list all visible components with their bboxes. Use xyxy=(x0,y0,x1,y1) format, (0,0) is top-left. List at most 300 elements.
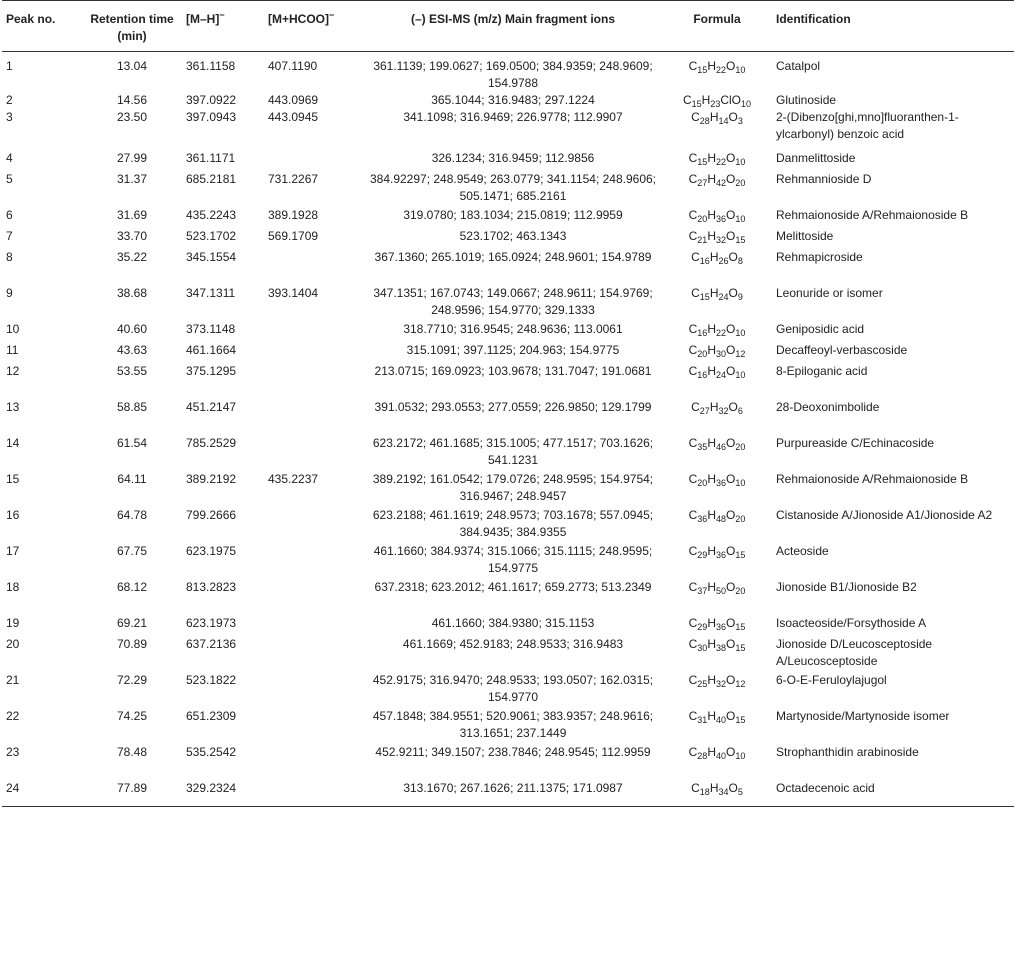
header-m-h-sup: − xyxy=(219,10,225,20)
formula-element: O xyxy=(726,151,736,165)
cell-formula xyxy=(662,543,772,579)
header-esi-ms: (–) ESI-MS (m/z) Main fragment ions xyxy=(364,1,662,52)
cell-retention-time: 27.99 xyxy=(116,151,148,165)
formula-subscript: 32 xyxy=(718,406,729,416)
cell-m-h: 651.2309 xyxy=(186,709,237,723)
cell-esi-ms: 461.1669; 452.9183; 248.9533; 316.9483 xyxy=(402,637,624,651)
table-row xyxy=(2,92,1014,109)
cell-identification: 6-O-E-Feruloylajugol xyxy=(776,673,887,687)
cell-peak-no: 3 xyxy=(6,110,13,124)
table-row xyxy=(2,171,1014,207)
formula-subscript: 8 xyxy=(737,256,743,266)
cell-retention-time: 64.78 xyxy=(116,508,148,522)
header-m-hcoo-text: [M+HCOO] xyxy=(268,12,329,26)
cell-m-hcoo: 393.1404 xyxy=(268,286,319,300)
cell-formula xyxy=(662,249,772,285)
formula-subscript: 42 xyxy=(715,178,726,188)
formula-subscript: 16 xyxy=(699,256,710,266)
cell-m-hcoo xyxy=(264,672,364,708)
formula-subscript: 50 xyxy=(715,586,726,596)
formula-element: O xyxy=(726,172,736,186)
formula-subscript: 20 xyxy=(697,214,708,224)
cell-m-h: 685.2181 xyxy=(186,172,237,186)
cell-m-h: 389.2192 xyxy=(186,472,237,486)
formula-element: O xyxy=(728,110,738,124)
formula-subscript: 15 xyxy=(691,99,702,109)
formula-subscript: 15 xyxy=(735,235,746,245)
table-row xyxy=(2,321,1014,342)
formula-element: C xyxy=(691,400,700,414)
formula-subscript: 15 xyxy=(735,550,746,560)
table-body xyxy=(2,52,1014,807)
cell-m-hcoo xyxy=(264,708,364,744)
cell-identification: Danmelittoside xyxy=(776,151,856,165)
formula-subscript: 40 xyxy=(715,751,726,761)
formula-subscript: 9 xyxy=(737,292,743,302)
cell-identification: Rehmannioside D xyxy=(776,172,872,186)
cell-formula xyxy=(662,744,772,780)
cell-m-hcoo xyxy=(264,615,364,636)
formula-subscript: 20 xyxy=(735,514,746,524)
formula-subscript: 36 xyxy=(715,478,726,488)
cell-m-h: 799.2666 xyxy=(186,508,237,522)
table-row xyxy=(2,285,1014,321)
cell-formula xyxy=(662,780,772,806)
formula-element: C xyxy=(691,286,700,300)
cell-identification: Martynoside/Martynoside isomer xyxy=(776,709,950,723)
formula-element: O xyxy=(728,781,738,795)
cell-peak-no: 1 xyxy=(6,59,13,73)
formula-subscript: 10 xyxy=(735,157,746,167)
formula-subscript: 23 xyxy=(710,99,721,109)
header-row xyxy=(2,1,1014,52)
formula-subscript: 36 xyxy=(697,514,708,524)
cell-retention-time: 33.70 xyxy=(116,229,148,243)
cell-identification: 2-(Dibenzo[ghi,mno]fluoranthen-1-ylcarbonyl) benzoic acid xyxy=(776,110,959,141)
formula-subscript: 36 xyxy=(715,214,726,224)
formula-element: C xyxy=(688,637,698,651)
table-row xyxy=(2,342,1014,363)
cell-m-hcoo xyxy=(264,543,364,579)
cell-formula xyxy=(662,435,772,471)
cell-m-hcoo xyxy=(264,744,364,780)
formula-element: H xyxy=(707,616,716,630)
formula-element: C xyxy=(688,745,698,759)
formula-subscript: 15 xyxy=(697,157,708,167)
cell-peak-no: 9 xyxy=(6,286,13,300)
formula-subscript: 12 xyxy=(735,349,746,359)
formula-subscript: 32 xyxy=(715,235,726,245)
cell-m-hcoo: 389.1928 xyxy=(268,208,319,222)
cell-esi-ms: 637.2318; 623.2012; 461.1617; 659.2773; 513.2349 xyxy=(374,580,652,594)
table-row xyxy=(2,228,1014,249)
header-identification: Identification xyxy=(772,1,1014,52)
cell-peak-no: 13 xyxy=(6,400,20,414)
cell-formula xyxy=(662,228,772,249)
cell-peak-no: 10 xyxy=(6,322,20,336)
formula-subscript: 36 xyxy=(715,622,726,632)
formula-subscript: 24 xyxy=(718,292,729,302)
header-m-hcoo xyxy=(264,1,364,52)
table-row xyxy=(2,52,1014,93)
cell-m-hcoo xyxy=(264,150,364,171)
cell-formula xyxy=(662,285,772,321)
formula-element: C xyxy=(688,229,698,243)
cell-m-h: 347.1311 xyxy=(186,286,236,300)
cell-identification: Catalpol xyxy=(776,59,821,73)
cell-identification: Strophanthidin arabinoside xyxy=(776,745,919,759)
cell-m-hcoo: 569.1709 xyxy=(268,229,319,243)
table-row xyxy=(2,399,1014,435)
cell-m-h: 535.2542 xyxy=(186,745,237,759)
cell-esi-ms: 347.1351; 167.0743; 149.0667; 248.9611; 154.9769; 248.9596; 154.9770; 329.1333 xyxy=(373,286,653,317)
formula-element: H xyxy=(707,364,716,378)
cell-esi-ms: 391.0532; 293.0553; 277.0559; 226.9850; 129.1799 xyxy=(374,400,652,414)
formula-subscript: 22 xyxy=(715,65,726,75)
cell-esi-ms: 313.1670; 267.1626; 211.1375; 171.0987 xyxy=(364,780,662,806)
cell-peak-no: 16 xyxy=(6,508,20,522)
cell-peak-no: 24 xyxy=(2,780,82,806)
cell-esi-ms: 326.1234; 316.9459; 112.9856 xyxy=(431,151,595,165)
formula-subscript: 36 xyxy=(715,550,726,560)
cell-retention-time: 64.11 xyxy=(117,472,147,486)
formula-subscript: 5 xyxy=(737,787,743,797)
cell-retention-time: 69.21 xyxy=(116,616,148,630)
formula-element: C xyxy=(691,110,700,124)
formula-element: H xyxy=(701,93,711,107)
cell-m-h: 813.2823 xyxy=(186,580,237,594)
cell-identification: Rehmapicroside xyxy=(776,250,863,264)
formula-subscript: 30 xyxy=(697,643,708,653)
cell-formula xyxy=(662,207,772,228)
cell-m-hcoo: 443.0945 xyxy=(268,110,319,124)
cell-peak-no: 20 xyxy=(6,637,20,651)
formula-element: H xyxy=(707,508,716,522)
formula-subscript: 29 xyxy=(697,622,708,632)
formula-subscript: 25 xyxy=(697,679,708,689)
formula-element: C xyxy=(691,250,700,264)
formula-element: O xyxy=(726,616,736,630)
formula-element: O xyxy=(726,343,736,357)
formula-element: H xyxy=(709,781,719,795)
cell-formula xyxy=(662,92,772,109)
cell-retention-time: 35.22 xyxy=(116,250,148,264)
cell-esi-ms: 461.1660; 384.9380; 315.1153 xyxy=(431,616,595,630)
cell-retention-time: 23.50 xyxy=(116,110,148,124)
cell-m-h: 623.1973 xyxy=(186,616,237,630)
cell-formula xyxy=(662,171,772,207)
formula-subscript: 15 xyxy=(735,643,746,653)
cell-retention-time: 67.75 xyxy=(116,544,148,558)
formula-element: H xyxy=(709,400,719,414)
formula-subscript: 20 xyxy=(697,349,708,359)
formula-element: O xyxy=(726,580,736,594)
formula-element: O xyxy=(726,673,736,687)
formula-element: H xyxy=(707,544,716,558)
cell-m-hcoo xyxy=(264,780,364,806)
formula-subscript: 15 xyxy=(699,292,710,302)
cell-m-hcoo xyxy=(264,363,364,399)
cell-identification: Leonuride or isomer xyxy=(776,286,883,300)
formula-subscript: 20 xyxy=(735,586,746,596)
cell-esi-ms: 384.92297; 248.9549; 263.0779; 341.1154; 248.9606; 505.1471; 685.2161 xyxy=(369,172,657,203)
cell-m-hcoo xyxy=(264,249,364,285)
cell-identification: Isoacteoside/Forsythoside A xyxy=(776,616,927,630)
cell-retention-time: 31.37 xyxy=(116,172,148,186)
formula-subscript: 10 xyxy=(735,214,746,224)
formula-element: C xyxy=(688,151,698,165)
formula-subscript: 40 xyxy=(715,715,726,725)
formula-subscript: 28 xyxy=(699,116,710,126)
table-row xyxy=(2,150,1014,171)
formula-element: H xyxy=(707,172,716,186)
formula-element: O xyxy=(726,364,736,378)
formula-subscript: 10 xyxy=(735,65,746,75)
formula-subscript: 18 xyxy=(699,787,710,797)
table-row xyxy=(2,109,1014,150)
cell-retention-time: 13.04 xyxy=(116,59,148,73)
cell-esi-ms: 341.1098; 316.9469; 226.9778; 112.9907 xyxy=(403,110,623,124)
cell-m-hcoo xyxy=(264,579,364,615)
cell-peak-no: 7 xyxy=(6,229,13,243)
formula-subscript: 16 xyxy=(697,370,708,380)
formula-element: O xyxy=(728,286,738,300)
formula-element: H xyxy=(707,745,716,759)
formula-element: H xyxy=(707,343,716,357)
table-row xyxy=(2,471,1014,507)
table-row xyxy=(2,579,1014,615)
cell-m-h: 397.0943 xyxy=(186,110,237,124)
cell-peak-no: 2 xyxy=(6,93,13,107)
formula-element: C xyxy=(688,472,698,486)
cell-peak-no: 5 xyxy=(6,172,13,186)
cell-m-h: 345.1554 xyxy=(186,250,237,264)
cell-identification: Rehmaionoside A/Rehmaionoside B xyxy=(776,208,969,222)
cell-peak-no: 11 xyxy=(6,343,19,357)
formula-element: C xyxy=(688,709,698,723)
formula-subscript: 20 xyxy=(735,178,746,188)
table-header xyxy=(2,1,1014,52)
table-row xyxy=(2,708,1014,744)
formula-subscript: 20 xyxy=(735,442,746,452)
cell-esi-ms: 389.2192; 161.0542; 179.0726; 248.9595; 154.9754; 316.9467; 248.9457 xyxy=(372,472,654,503)
cell-formula xyxy=(662,150,772,171)
formula-element: C xyxy=(688,322,698,336)
formula-element: C xyxy=(688,673,698,687)
formula-subscript: 10 xyxy=(735,328,746,338)
formula-element: H xyxy=(707,580,716,594)
cell-peak-no: 4 xyxy=(6,151,13,165)
formula-element: H xyxy=(709,250,719,264)
cell-identification: Melittoside xyxy=(776,229,834,243)
formula-element: O xyxy=(726,544,736,558)
formula-element: O xyxy=(726,322,736,336)
formula-element: H xyxy=(707,436,716,450)
table-row xyxy=(2,435,1014,471)
cell-esi-ms: 523.1702; 463.1343 xyxy=(459,229,567,243)
cell-peak-no: 21 xyxy=(6,673,20,687)
formula-subscript: 21 xyxy=(697,235,708,245)
formula-element: H xyxy=(707,208,716,222)
cell-m-h: 451.2147 xyxy=(186,400,237,414)
table-row xyxy=(2,672,1014,708)
formula-element: O xyxy=(726,208,736,222)
table-row xyxy=(2,207,1014,228)
formula-subscript: 31 xyxy=(697,715,708,725)
cell-identification: Rehmaionoside A/Rehmaionoside B xyxy=(776,472,969,486)
formula-element: C xyxy=(688,172,698,186)
formula-subscript: 34 xyxy=(718,787,729,797)
table-row xyxy=(2,249,1014,285)
formula-element: C xyxy=(688,436,698,450)
cell-formula xyxy=(662,363,772,399)
formula-subscript: 24 xyxy=(715,370,726,380)
formula-subscript: 27 xyxy=(699,406,710,416)
cell-m-h: 637.2136 xyxy=(186,637,237,651)
formula-subscript: 22 xyxy=(715,328,726,338)
formula-subscript: 30 xyxy=(715,349,726,359)
cell-peak-no: 23 xyxy=(6,745,20,759)
cell-m-hcoo xyxy=(264,507,364,543)
cell-formula xyxy=(662,471,772,507)
cell-m-hcoo xyxy=(264,399,364,435)
formula-element: C xyxy=(688,208,698,222)
formula-element: C xyxy=(688,544,698,558)
formula-subscript: 28 xyxy=(697,751,708,761)
cell-identification: Geniposidic acid xyxy=(776,322,865,336)
cell-esi-ms: 365.1044; 316.9483; 297.1224 xyxy=(431,93,595,107)
header-retention-time: Retention time (min) xyxy=(82,1,182,52)
formula-element: O xyxy=(728,400,738,414)
cell-formula xyxy=(662,52,772,93)
formula-subscript: 32 xyxy=(715,679,726,689)
table-row xyxy=(2,363,1014,399)
formula-element: C xyxy=(688,616,698,630)
cell-identification: 8-Epiloganic acid xyxy=(776,364,868,378)
table-row xyxy=(2,543,1014,579)
formula-subscript: 6 xyxy=(737,406,743,416)
cell-formula xyxy=(662,399,772,435)
cell-peak-no: 15 xyxy=(6,472,20,486)
header-formula: Formula xyxy=(662,1,772,52)
formula-subscript: 22 xyxy=(715,157,726,167)
formula-subscript: 10 xyxy=(735,478,746,488)
cell-formula xyxy=(662,708,772,744)
cell-m-h: 329.2324 xyxy=(182,780,264,806)
cell-retention-time: 14.56 xyxy=(116,93,148,107)
cell-retention-time: 38.68 xyxy=(116,286,148,300)
cell-retention-time: 72.29 xyxy=(116,673,148,687)
formula-subscript: 20 xyxy=(697,478,708,488)
cell-m-h: 461.1664 xyxy=(186,343,237,357)
cell-m-h: 361.1158 xyxy=(186,59,236,73)
cell-esi-ms: 623.2172; 461.1685; 315.1005; 477.1517; 703.1626; 541.1231 xyxy=(372,436,654,467)
formula-subscript: 38 xyxy=(715,643,726,653)
formula-subscript: 3 xyxy=(737,116,743,126)
formula-element: C xyxy=(688,508,698,522)
cell-m-h: 785.2529 xyxy=(186,436,237,450)
formula-subscript: 12 xyxy=(735,679,746,689)
formula-element: C xyxy=(688,59,698,73)
cell-esi-ms: 315.1091; 397.1125; 204.963; 154.9775 xyxy=(406,343,620,357)
formula-subscript: 15 xyxy=(735,622,746,632)
formula-element: O xyxy=(726,508,736,522)
cell-m-h: 623.1975 xyxy=(186,544,237,558)
cell-m-hcoo xyxy=(264,435,364,471)
cell-identification: Jionoside B1/Jionoside B2 xyxy=(776,580,917,594)
formula-element: C xyxy=(688,364,698,378)
formula-element: C xyxy=(688,580,698,594)
cell-peak-no: 8 xyxy=(6,250,13,264)
cell-m-h: 361.1171 xyxy=(186,151,236,165)
formula-element: O xyxy=(726,436,736,450)
cell-identification: Purpureaside C/Echinacoside xyxy=(776,436,935,450)
cell-retention-time: 61.54 xyxy=(116,436,148,450)
cell-m-hcoo xyxy=(264,321,364,342)
cell-peak-no: 18 xyxy=(6,580,20,594)
table-row xyxy=(2,636,1014,672)
formula-subscript: 10 xyxy=(735,751,746,761)
cell-esi-ms: 367.1360; 265.1019; 165.0924; 248.9601; 154.9789 xyxy=(374,250,652,264)
cell-identification: Jionoside D/Leucosceptoside A/Leucosceptoside xyxy=(776,637,933,668)
cell-esi-ms: 213.0715; 169.0923; 103.9678; 131.7047; 191.0681 xyxy=(374,364,652,378)
cell-m-h: 523.1822 xyxy=(186,673,237,687)
cell-peak-no: 12 xyxy=(6,364,20,378)
cell-retention-time: 40.60 xyxy=(116,322,148,336)
formula-element: H xyxy=(707,59,716,73)
cell-m-hcoo: 435.2237 xyxy=(268,472,319,486)
cell-retention-time: 53.55 xyxy=(116,364,148,378)
formula-subscript: 10 xyxy=(741,99,752,109)
cell-m-hcoo: 407.1190 xyxy=(268,59,318,73)
formula-subscript: 27 xyxy=(697,178,708,188)
cell-retention-time: 68.12 xyxy=(116,580,148,594)
compound-table xyxy=(2,0,1014,807)
formula-element: H xyxy=(707,637,716,651)
header-m-h-text: [M–H] xyxy=(186,12,220,26)
formula-element: O xyxy=(726,709,736,723)
cell-esi-ms: 318.7710; 316.9545; 248.9636; 113.0061 xyxy=(403,322,623,336)
header-peak-no: Peak no. xyxy=(2,1,82,52)
cell-retention-time: 77.89 xyxy=(82,780,182,806)
formula-element: H xyxy=(707,322,716,336)
cell-m-hcoo: 731.2267 xyxy=(268,172,319,186)
table-row xyxy=(2,744,1014,780)
formula-element: O xyxy=(726,229,736,243)
cell-retention-time: 43.63 xyxy=(116,343,148,357)
formula-subscript: 14 xyxy=(718,116,729,126)
formula-element: O xyxy=(726,472,736,486)
cell-esi-ms: 623.2188; 461.1619; 248.9573; 703.1678; 557.0945; 384.9435; 384.9355 xyxy=(372,508,654,539)
cell-peak-no: 17 xyxy=(6,544,20,558)
cell-m-h: 523.1702 xyxy=(186,229,237,243)
cell-retention-time: 78.48 xyxy=(116,745,148,759)
cell-identification: Decaffeoyl-verbascoside xyxy=(776,343,908,357)
formula-subscript: 35 xyxy=(697,442,708,452)
formula-subscript: 46 xyxy=(715,442,726,452)
cell-retention-time: 74.25 xyxy=(116,709,148,723)
formula-element: H xyxy=(707,229,716,243)
cell-m-hcoo xyxy=(264,342,364,363)
cell-formula xyxy=(662,672,772,708)
cell-identification: Glutinoside xyxy=(776,93,837,107)
cell-esi-ms: 457.1848; 384.9551; 520.9061; 383.9357; 248.9616; 313.1651; 237.1449 xyxy=(372,709,654,740)
formula-subscript: 37 xyxy=(697,586,708,596)
cell-esi-ms: 361.1139; 199.0627; 169.0500; 384.9359; 248.9609; 154.9788 xyxy=(373,59,653,90)
formula-subscript: 16 xyxy=(697,328,708,338)
formula-element: O xyxy=(728,250,738,264)
formula-element: H xyxy=(709,286,719,300)
